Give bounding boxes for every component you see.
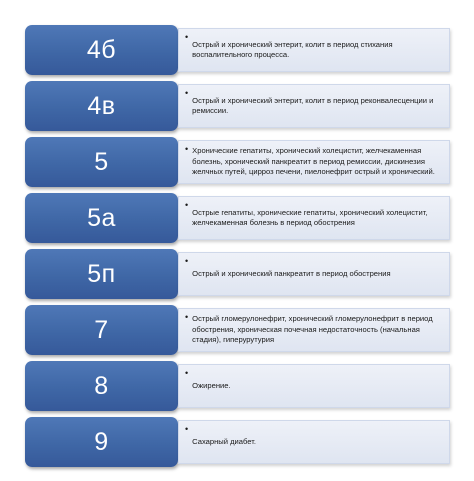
diet-row [25, 81, 450, 131]
bullet-icon: • [185, 256, 189, 266]
bullet-icon: • [185, 88, 189, 98]
diet-description-box [178, 196, 450, 240]
diet-code-box [25, 193, 178, 243]
diet-code: 5а [87, 203, 116, 232]
bullet-icon: • [185, 32, 189, 42]
diet-description-box [178, 420, 450, 464]
diet-description: Острый и хронический энтерит, колит в период реконвалесценции и ремиссии. [192, 95, 434, 115]
bullet-icon: • [185, 200, 189, 210]
diet-description: Острый и хронический энтерит, колит в период стихания воспалительного процесса. [192, 39, 393, 59]
diet-code: 7 [94, 315, 109, 344]
diet-description-box [178, 308, 450, 352]
diet-description: Хронические гепатиты, хронический холецистит, желчекаменная болезнь, хронический панкреатит в период ремиссии, дискинезия желчных путей, цирроз печени, пиелонефрит острый и хронический. [192, 146, 435, 177]
diet-code-box [25, 305, 178, 355]
diet-description-box [178, 140, 450, 184]
diet-row [25, 305, 450, 355]
diet-row [25, 361, 450, 411]
diet-description: Острые гепатиты, хронические гепатиты, хронический холецистит, желчекаменная болезнь в период обострения [192, 207, 428, 227]
bullet-icon: • [185, 368, 189, 378]
diet-code-box [25, 417, 178, 467]
diet-code: 8 [94, 371, 109, 400]
diet-description: Ожирение. [192, 380, 231, 390]
diet-description: Острый гломерулонефрит, хронический гломерулонефрит в период обострения, хроническая почечная недостаточность (начальная стадия), гиперурутурия [192, 314, 433, 345]
diet-code: 5п [87, 259, 116, 288]
diet-row [25, 417, 450, 467]
diet-description-box [178, 364, 450, 408]
diet-code-box [25, 137, 178, 187]
bullet-icon: • [185, 424, 189, 434]
bullet-icon: • [185, 144, 189, 154]
diet-row [25, 249, 450, 299]
diet-description-box [178, 84, 450, 128]
diet-code: 9 [94, 427, 109, 456]
diet-row [25, 193, 450, 243]
diet-code-box [25, 81, 178, 131]
diet-code-box [25, 361, 178, 411]
diet-description: Острый и хронический панкреатит в период обострения [192, 268, 391, 278]
diet-description-box [178, 252, 450, 296]
bullet-icon: • [185, 312, 189, 322]
diet-code: 4в [87, 91, 116, 120]
diet-code: 5 [94, 147, 109, 176]
diet-description: Сахарный диабет. [192, 436, 256, 446]
diet-code-box [25, 25, 178, 75]
diet-description-box [178, 28, 450, 72]
diet-code-box [25, 249, 178, 299]
diet-code: 4б [86, 35, 117, 64]
diet-row [25, 137, 450, 187]
diet-row [25, 25, 450, 75]
